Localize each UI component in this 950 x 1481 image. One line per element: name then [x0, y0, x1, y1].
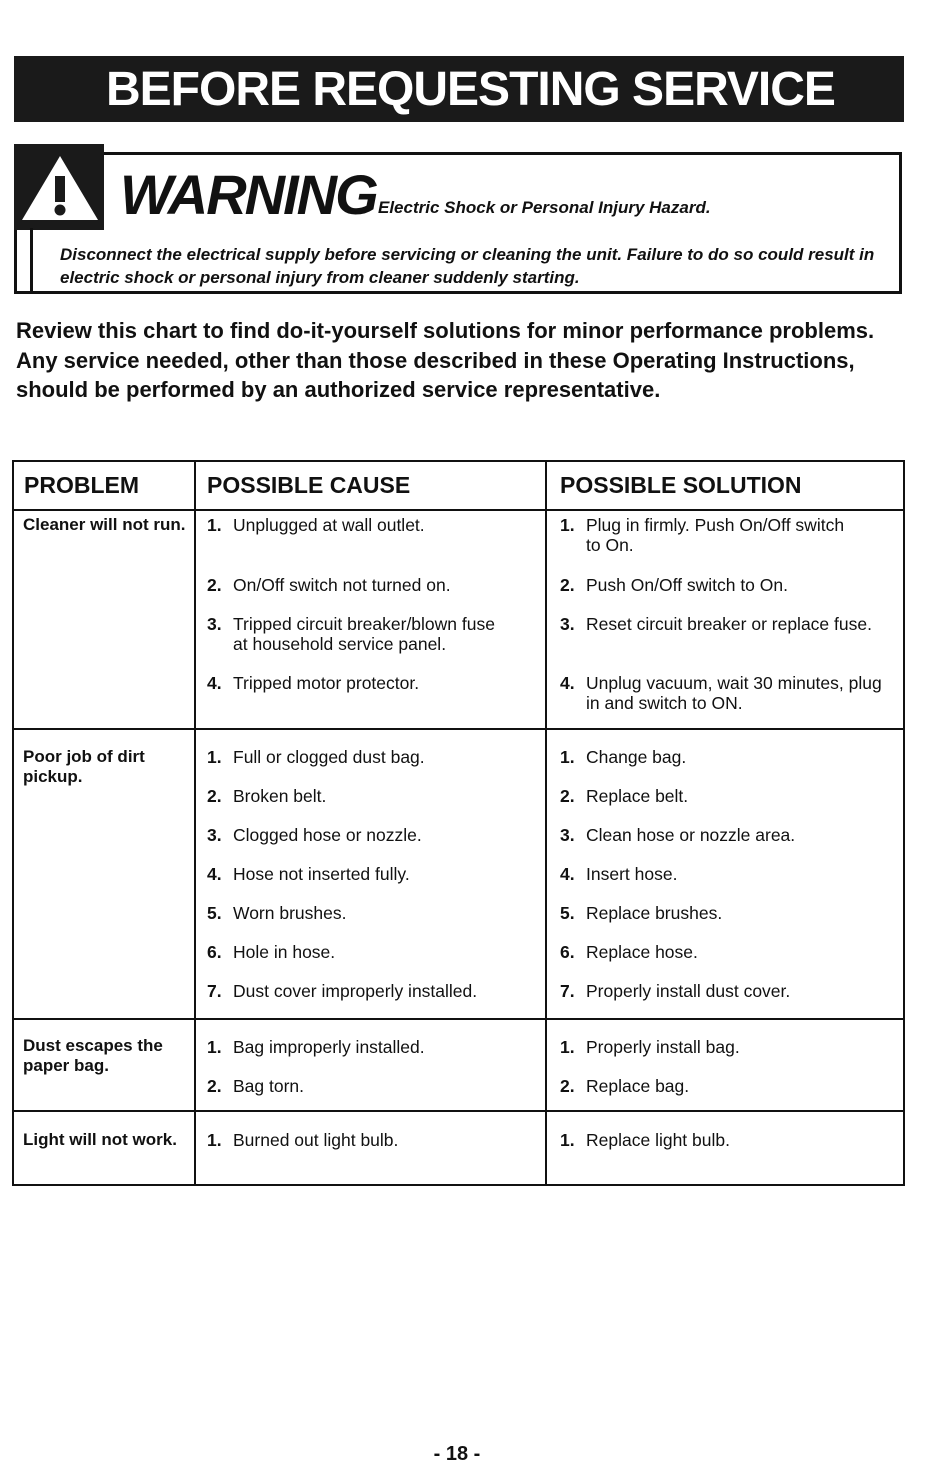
problem-cell: Poor job of dirt pickup. — [23, 747, 145, 786]
solution-item: 1. Properly install bag. — [560, 1037, 740, 1057]
warning-subtitle: Electric Shock or Personal Injury Hazard. — [378, 198, 711, 217]
cause-item: 3. Tripped circuit breaker/blown fuse at household service panel. — [207, 614, 495, 654]
solution-item: 2. Replace bag. — [560, 1076, 690, 1096]
header-possible-solution: POSSIBLE SOLUTION — [560, 472, 802, 498]
header-possible-cause: POSSIBLE CAUSE — [207, 472, 411, 498]
cause-item: 4. Hose not inserted fully. — [207, 864, 410, 884]
solution-item: 2. Replace belt. — [560, 786, 689, 806]
cause-item: 1. Burned out light bulb. — [207, 1130, 399, 1150]
solution-item: 3. Reset circuit breaker or replace fuse. — [560, 614, 872, 634]
header-divider — [14, 509, 903, 511]
solution-item: 1. Plug in firmly. Push On/Off switch to On. — [560, 515, 845, 555]
warning-body: Disconnect the electrical supply before servicing or cleaning the unit. Failure to do so could result in electric shock or personal injury from cleaner suddenly starting. — [60, 245, 875, 287]
cause-item: 3. Clogged hose or nozzle. — [207, 825, 422, 845]
problem-cell: Dust escapes the paper bag. — [23, 1036, 163, 1075]
problem-cell: Cleaner will not run. — [23, 515, 186, 534]
row-divider — [14, 1110, 903, 1112]
solution-item: 2. Push On/Off switch to On. — [560, 575, 788, 595]
solution-item: 1. Change bag. — [560, 747, 687, 767]
solution-item: 6. Replace hose. — [560, 942, 698, 962]
cause-item: 7. Dust cover improperly installed. — [207, 981, 478, 1001]
column-divider — [194, 462, 196, 1184]
solution-item: 3. Clean hose or nozzle area. — [560, 825, 796, 845]
header-problem: PROBLEM — [24, 472, 139, 498]
page-number: - 18 - — [433, 1443, 481, 1465]
row-divider — [14, 728, 903, 730]
cause-item: 2. On/Off switch not turned on. — [207, 575, 451, 595]
solution-item: 4. Unplug vacuum, wait 30 minutes, plug in and switch to ON. — [560, 673, 882, 713]
cause-item: 1. Unplugged at wall outlet. — [207, 515, 425, 535]
warning-rule — [30, 228, 33, 294]
problem-cell: Light will not work. — [23, 1130, 177, 1149]
cause-item: 6. Hole in hose. — [207, 942, 336, 962]
cause-item: 5. Worn brushes. — [207, 903, 347, 923]
warning-icon — [14, 144, 104, 230]
header-bar — [14, 56, 904, 122]
solution-item: 4. Insert hose. — [560, 864, 678, 884]
solution-item: 5. Replace brushes. — [560, 903, 723, 923]
cause-item: 2. Broken belt. — [207, 786, 327, 806]
page-title: BEFORE REQUESTING SERVICE — [106, 63, 835, 116]
troubleshooting-table — [12, 460, 905, 1186]
row-divider — [14, 1018, 903, 1020]
cause-item: 4. Tripped motor protector. — [207, 673, 420, 693]
intro-paragraph: Review this chart to find do-it-yourself solutions for minor performance problems. Any service needed, other than those described in these Operating Instructions, should be performed by an authorized service representative. — [16, 318, 875, 402]
cause-item: 1. Bag improperly installed. — [207, 1037, 425, 1057]
cause-item: 2. Bag torn. — [207, 1076, 305, 1096]
warning-title: WARNING — [120, 163, 377, 226]
cause-item: 1. Full or clogged dust bag. — [207, 747, 425, 767]
column-divider — [545, 462, 547, 1184]
solution-item: 1. Replace light bulb. — [560, 1130, 730, 1150]
solution-item: 7. Properly install dust cover. — [560, 981, 791, 1001]
